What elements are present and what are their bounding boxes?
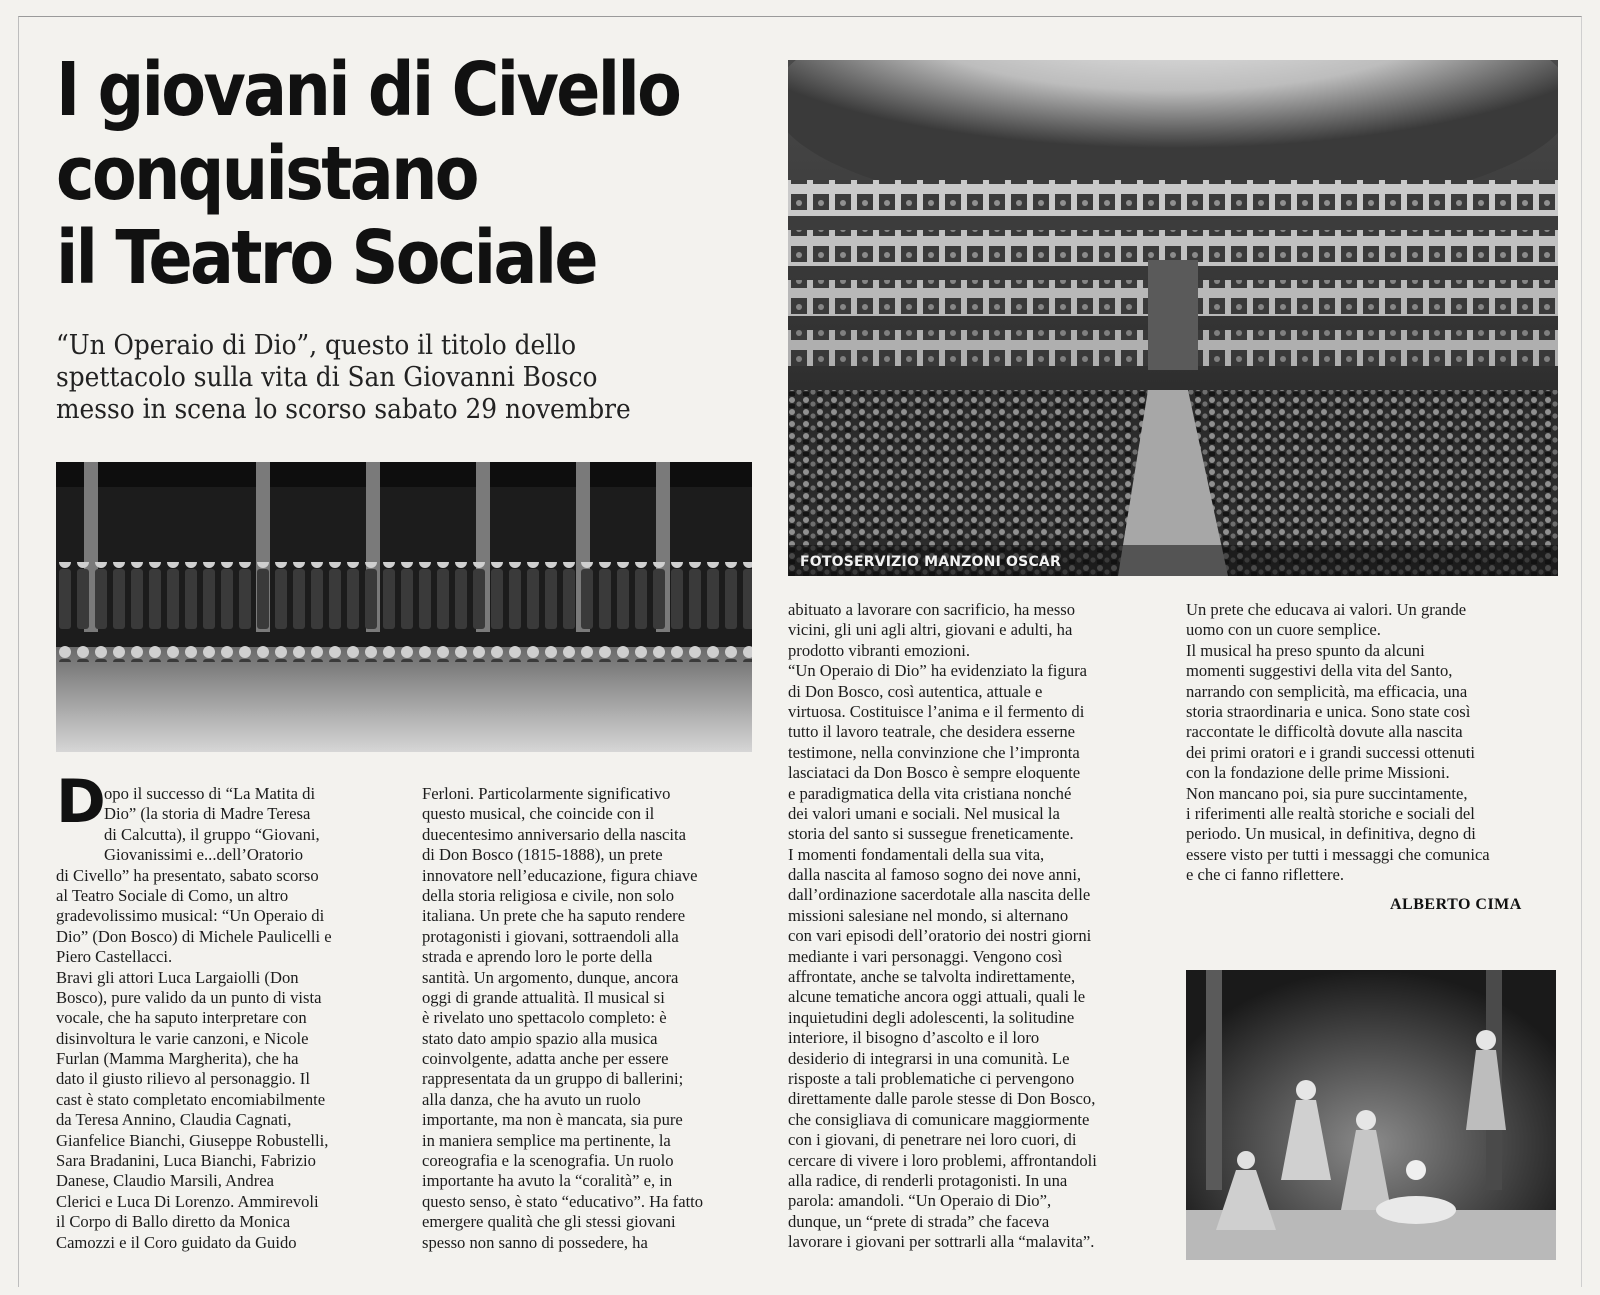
- text-line: è rivelato uno spettacolo completo: è: [422, 1008, 667, 1028]
- text-line: della storia religiosa e civile, non solo: [422, 885, 675, 905]
- text-line: strada e aprendo loro le porte della: [422, 947, 653, 967]
- text-line: tutto il lavoro teatrale, che desidera esserne: [788, 722, 1076, 742]
- text-line: coinvolgente, adatta anche per essere: [422, 1049, 669, 1069]
- text-line: importante ha avuto la “coralità” e, in: [422, 1171, 673, 1191]
- text-line: di Calcutta), il gruppo “Giovani,: [104, 824, 320, 844]
- text-line: vocale, che ha saputo interpretare con: [56, 1008, 307, 1028]
- text-line: al Teatro Sociale di Como, un altro: [56, 885, 289, 905]
- text-line: Dio” (la storia di Madre Teresa: [104, 804, 311, 824]
- text-column-4: [1186, 600, 1556, 885]
- text-line: con vari episodi dell’oratorio dei nostri giorni: [788, 926, 1092, 946]
- subheadline-line: spettacolo sulla vita di San Giovanni Bosco: [56, 362, 598, 393]
- text-line: Camozzi e il Coro guidato da Guido: [56, 1232, 297, 1252]
- text-line: Bosco), pure valido da un punto di vista: [56, 987, 322, 1007]
- text-line: questo senso, è stato “educativo”. Ha fatto: [422, 1191, 704, 1211]
- text-line: prodotto vibranti emozioni.: [788, 640, 971, 660]
- text-line: dall’ordinazione sacerdotale alla nascita delle: [788, 885, 1091, 905]
- headline-line: il Teatro Sociale: [56, 215, 596, 301]
- headline: [56, 47, 680, 301]
- text-line: emergere qualità che gli stessi giovani: [422, 1212, 676, 1232]
- text-line: disinvoltura le varie canzoni, e Nicole: [56, 1028, 309, 1048]
- text-line: risposte a tali problematiche ci pervengono: [788, 1068, 1075, 1088]
- text-line: lavorare i giovani per sottrarli alla “malavita”.: [788, 1232, 1095, 1252]
- text-line: dei primi oratori e i grandi successi ottenuti: [1186, 742, 1475, 762]
- text-line: opo il successo di “La Matita di: [104, 784, 316, 803]
- text-line: in maniera semplice ma pertinente, la: [422, 1130, 671, 1150]
- text-line: e che ci fanno riflettere.: [1186, 865, 1345, 885]
- photo-credit: FOTOSERVIZIO MANZONI OSCAR: [800, 554, 1061, 570]
- text-line: Dio” (Don Bosco) di Michele Paulicelli e: [56, 926, 332, 946]
- text-line: virtuosa. Costituisce l’anima e il fermento di: [788, 701, 1085, 721]
- text-line: affrontate, anche se talvolta indirettamente,: [788, 967, 1076, 987]
- text-line: e paradigmatica della vita cristiana nonché: [788, 783, 1072, 803]
- text-line: spesso non sanno di possedere, ha: [422, 1232, 648, 1252]
- text-line: Ferloni. Particolarmente significativo: [422, 784, 671, 803]
- text-line: inquietudini degli adolescenti, la solitudine: [788, 1007, 1075, 1027]
- headline-line: conquistano: [56, 131, 477, 217]
- subheadline-line: messo in scena lo scorso sabato 29 novembre: [56, 394, 631, 425]
- theatre-interior-photo: [788, 60, 1558, 576]
- stage-cast-photo: [56, 462, 752, 752]
- text-line: Gianfelice Bianchi, Giuseppe Robustelli,: [56, 1130, 329, 1150]
- text-line: cast è stato completato encomiabilmente: [56, 1089, 326, 1109]
- text-line: che consigliava di comunicare maggiormente: [788, 1109, 1090, 1129]
- text-line: coreografia e la scenografia. Un ruolo: [422, 1151, 674, 1171]
- text-line: desiderio di integrarsi in una comunità. Le: [788, 1048, 1070, 1068]
- subheadline: [56, 330, 691, 426]
- text-line: Furlan (Mamma Margherita), che ha: [56, 1049, 299, 1069]
- headline-line: I giovani di Civello: [56, 47, 680, 133]
- text-line: direttamente dalle parole stesse di Don Bosco,: [788, 1089, 1096, 1109]
- text-line: momenti suggestivi della vita del Santo,: [1186, 661, 1453, 681]
- text-line: Il musical ha preso spunto da alcuni: [1186, 640, 1425, 660]
- text-column-3: [788, 600, 1158, 1253]
- text-line: di Civello” ha presentato, sabato scorso: [56, 865, 319, 885]
- text-line: santità. Un argomento, dunque, ancora: [422, 967, 679, 987]
- drop-cap: D: [56, 767, 106, 837]
- text-line: dalla nascita al famoso sogno dei nove anni,: [788, 865, 1082, 885]
- text-line: importante, ma non è mancata, sia pure: [422, 1110, 683, 1130]
- subheadline-line: “Un Operaio di Dio”, questo il titolo dello: [56, 330, 577, 361]
- text-line: Piero Castellacci.: [56, 947, 173, 967]
- text-line: raccontate le difficoltà dovute alla nascita: [1186, 722, 1463, 742]
- text-line: vicini, gli uni agli altri, giovani e adulti, ha: [788, 620, 1073, 640]
- text-line: gradevolissimo musical: “Un Operaio di: [56, 906, 325, 926]
- text-line: alcune tematiche ancora oggi attuali, quali le: [788, 987, 1086, 1007]
- text-line: di Don Bosco, così autentica, attuale e: [788, 681, 1043, 701]
- text-line: Un prete che educava ai valori. Un grande: [1186, 600, 1467, 619]
- text-line: dei valori umani e sociali. Nel musical la: [788, 803, 1060, 823]
- text-line: dato il giusto rilievo al personaggio. Il: [56, 1069, 310, 1089]
- text-line: essere visto per tutti i messaggi che comunica: [1186, 844, 1490, 864]
- text-line: Clerici e Luca Di Lorenzo. Ammirevoli: [56, 1191, 319, 1211]
- text-line: Danese, Claudio Marsili, Andrea: [56, 1171, 274, 1191]
- text-line: italiana. Un prete che ha saputo rendere: [422, 906, 686, 926]
- text-line: rappresentata da un gruppo di ballerini;: [422, 1069, 684, 1089]
- author-byline: ALBERTO CIMA: [1390, 896, 1522, 913]
- text-line: Sara Bradanini, Luca Bianchi, Fabrizio: [56, 1151, 316, 1171]
- text-line: missioni salesiane nel mondo, si alternano: [788, 905, 1069, 925]
- text-line: i riferimenti alle realtà storiche e sociali del: [1186, 803, 1475, 823]
- text-line: oggi di grande attualità. Il musical si: [422, 987, 665, 1007]
- text-line: parola: amandoli. “Un Operaio di Dio”,: [788, 1191, 1052, 1211]
- text-line: questo musical, che coincide con il: [422, 804, 655, 824]
- text-line: innovatore nell’educazione, figura chiave: [422, 865, 698, 885]
- text-line: dunque, un “prete di strada” che faceva: [788, 1211, 1050, 1231]
- text-line: stato dato ampio spazio alla musica: [422, 1028, 658, 1048]
- text-line: storia straordinaria e unica. Sono state così: [1186, 701, 1471, 721]
- dancers-photo: [1186, 970, 1556, 1260]
- text-line: Bravi gli attori Luca Largaiolli (Don: [56, 967, 299, 987]
- text-line: abituato a lavorare con sacrificio, ha messo: [788, 600, 1076, 619]
- text-line: Giovanissimi e...dell’Oratorio: [104, 845, 304, 865]
- text-line: protagonisti i giovani, sottraendoli alla: [422, 926, 679, 946]
- text-line: lasciataci da Don Bosco è sempre eloquente: [788, 763, 1081, 783]
- text-column-1: [56, 784, 376, 1253]
- text-line: interiore, il bisogno d’ascolto e il loro: [788, 1028, 1040, 1048]
- text-line: periodo. Un musical, in definitiva, degno di: [1186, 824, 1476, 844]
- text-line: uomo con un cuore semplice.: [1186, 620, 1381, 640]
- text-line: alla radice, di renderli protagonisti. In una: [788, 1170, 1068, 1190]
- text-line: “Un Operaio di Dio” ha evidenziato la figura: [788, 661, 1088, 681]
- text-line: con i giovani, di penetrare nei loro cuori, di: [788, 1130, 1077, 1150]
- text-line: con la fondazione delle prime Missioni.: [1186, 763, 1450, 783]
- text-line: I momenti fondamentali della sua vita,: [788, 844, 1045, 864]
- text-column-2: [422, 784, 752, 1253]
- text-line: storia del santo si sussegue freneticamente.: [788, 824, 1074, 844]
- text-line: di Don Bosco (1815-1888), un prete: [422, 845, 663, 865]
- text-line: mediante i vari personaggi. Vengono così: [788, 946, 1063, 966]
- text-line: Non mancano poi, sia pure succintamente,: [1186, 783, 1468, 803]
- text-line: da Teresa Annino, Claudia Cagnati,: [56, 1110, 292, 1130]
- text-line: narrando con semplicità, ma efficacia, una: [1186, 681, 1468, 701]
- text-line: il Corpo di Ballo diretto da Monica: [56, 1212, 291, 1232]
- text-line: duecentesimo anniversario della nascita: [422, 824, 687, 844]
- text-line: testimone, nella convinzione che l’impronta: [788, 742, 1080, 762]
- text-line: alla danza, che ha avuto un ruolo: [422, 1089, 641, 1109]
- text-line: cercare di vivere i loro problemi, affrontandoli: [788, 1150, 1097, 1170]
